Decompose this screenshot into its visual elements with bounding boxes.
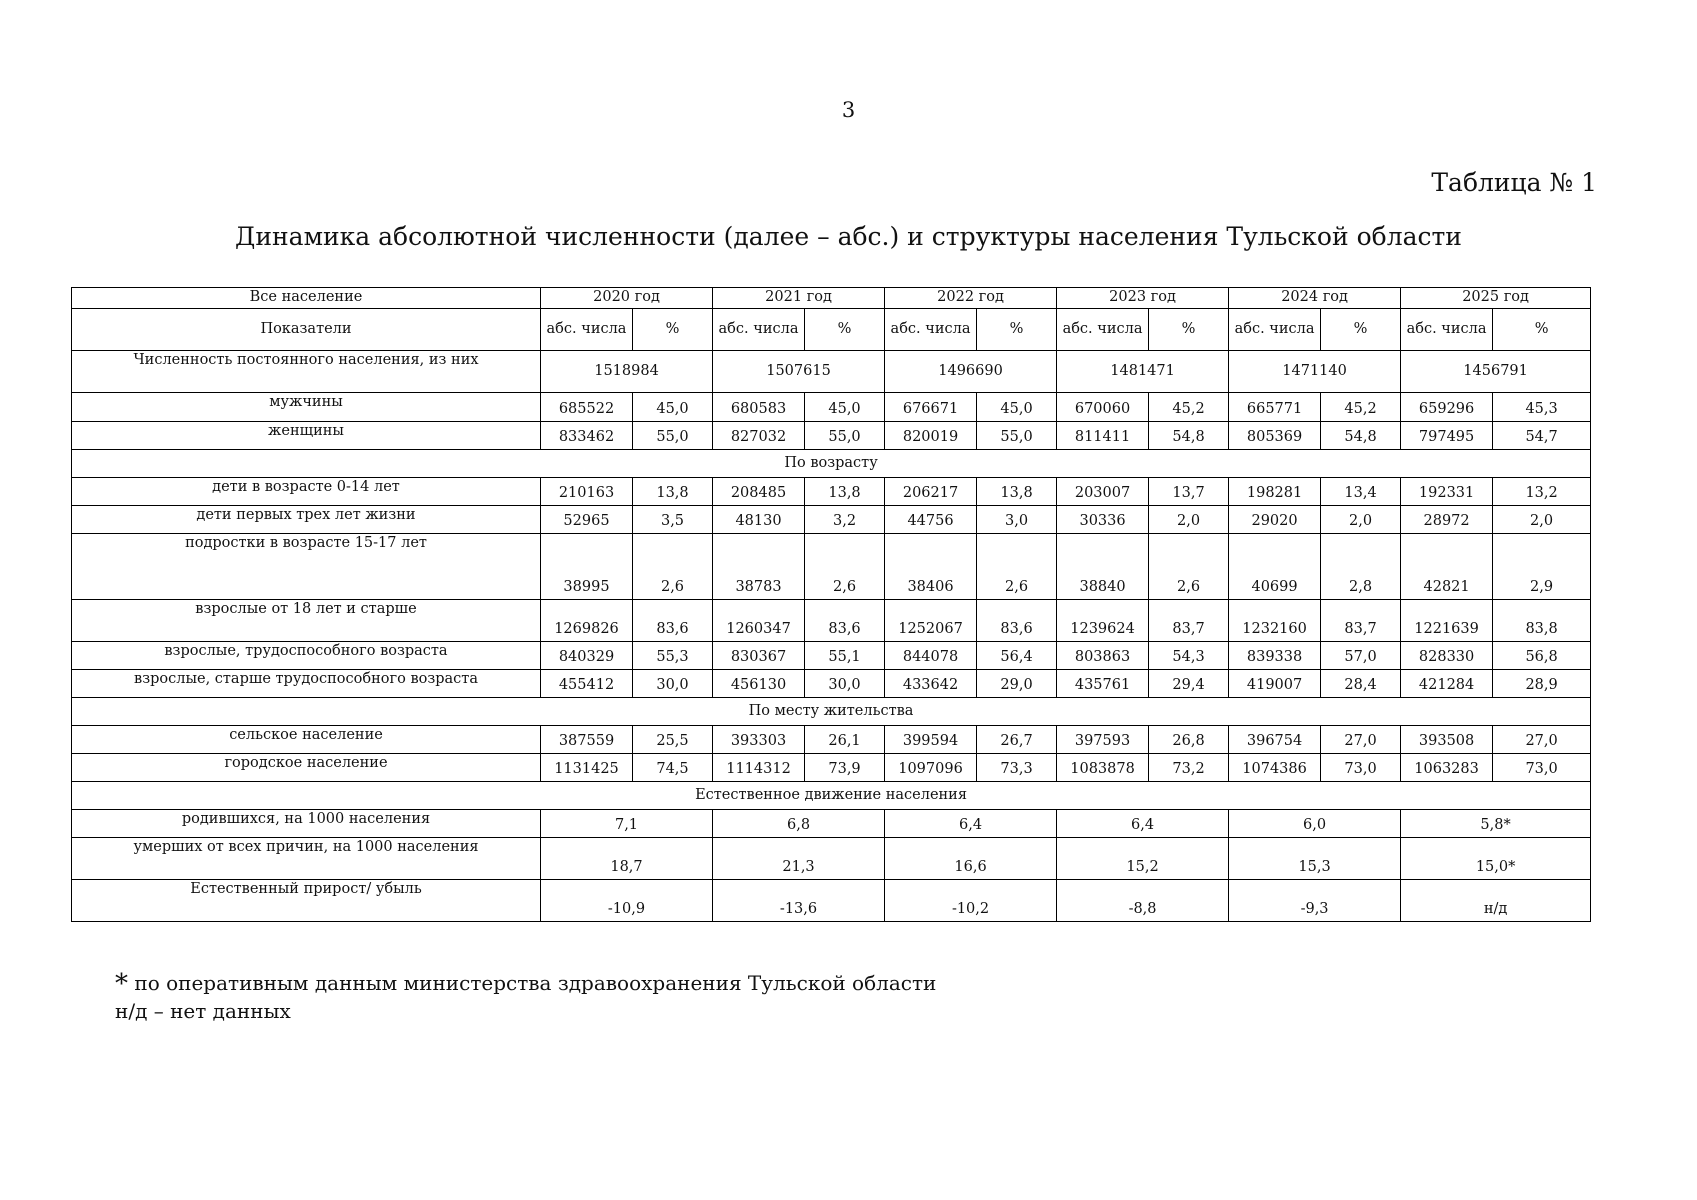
table-row	[72, 726, 1591, 754]
pct-value-cell: 13,2	[1493, 478, 1591, 506]
table-row	[72, 393, 1591, 422]
pct-value-cell: 54,8	[1321, 422, 1401, 450]
rate-value-cell: -13,6	[713, 880, 885, 922]
pct-value-cell: 54,7	[1493, 422, 1591, 450]
abs-value-cell: 1269826	[541, 600, 633, 642]
unit-header-row	[72, 309, 1591, 351]
pct-value-cell: 83,6	[633, 600, 713, 642]
abs-value-cell: 680583	[713, 393, 805, 422]
pct-column-header: %	[977, 309, 1057, 351]
row-label: мужчины	[72, 393, 541, 422]
row-label: подростки в возрасте 15-17 лет	[72, 534, 541, 600]
abs-value-cell: 38783	[713, 534, 805, 600]
pct-value-cell: 83,7	[1321, 600, 1401, 642]
abs-value-cell: 38840	[1057, 534, 1149, 600]
pct-value-cell: 27,0	[1321, 726, 1401, 754]
abs-value-cell: 811411	[1057, 422, 1149, 450]
abs-column-header: абс. числа	[541, 309, 633, 351]
table-row	[72, 351, 1591, 393]
pct-value-cell: 56,4	[977, 642, 1057, 670]
abs-value-cell: 1221639	[1401, 600, 1493, 642]
abs-value-cell: 1063283	[1401, 754, 1493, 782]
pct-value-cell: 3,0	[977, 506, 1057, 534]
pct-value-cell: 73,3	[977, 754, 1057, 782]
total-value-cell: 1456791	[1401, 351, 1591, 393]
abs-value-cell: 387559	[541, 726, 633, 754]
footnotes	[115, 970, 936, 1025]
pct-value-cell: 45,0	[633, 393, 713, 422]
row-label: родившихся, на 1000 населения	[72, 810, 541, 838]
pct-value-cell: 54,3	[1149, 642, 1229, 670]
abs-value-cell: 435761	[1057, 670, 1149, 698]
row-label: умерших от всех причин, на 1000 населения	[72, 838, 541, 880]
abs-value-cell: 1074386	[1229, 754, 1321, 782]
row-label: дети первых трех лет жизни	[72, 506, 541, 534]
abs-value-cell: 28972	[1401, 506, 1493, 534]
abs-value-cell: 421284	[1401, 670, 1493, 698]
table-row	[72, 478, 1591, 506]
abs-value-cell: 419007	[1229, 670, 1321, 698]
total-value-cell: 1518984	[541, 351, 713, 393]
pct-value-cell: 3,2	[805, 506, 885, 534]
abs-value-cell: 38995	[541, 534, 633, 600]
abs-value-cell: 676671	[885, 393, 977, 422]
row-label: Естественный прирост/ убыль	[72, 880, 541, 922]
abs-value-cell: 805369	[1229, 422, 1321, 450]
pct-value-cell: 13,7	[1149, 478, 1229, 506]
pct-value-cell: 29,0	[977, 670, 1057, 698]
abs-value-cell: 52965	[541, 506, 633, 534]
pct-value-cell: 55,3	[633, 642, 713, 670]
pct-value-cell: 55,1	[805, 642, 885, 670]
pct-value-cell: 2,0	[1321, 506, 1401, 534]
pct-value-cell: 73,0	[1321, 754, 1401, 782]
abs-value-cell: 40699	[1229, 534, 1321, 600]
table-row	[72, 600, 1591, 642]
pct-value-cell: 2,6	[1149, 534, 1229, 600]
pct-value-cell: 2,0	[1149, 506, 1229, 534]
abs-value-cell: 1083878	[1057, 754, 1149, 782]
pct-value-cell: 83,6	[977, 600, 1057, 642]
abs-value-cell: 208485	[713, 478, 805, 506]
rate-value-cell: 6,8	[713, 810, 885, 838]
rate-value-cell: -10,2	[885, 880, 1057, 922]
population-table	[71, 287, 1591, 922]
year-header: 2025 год	[1401, 288, 1591, 309]
abs-value-cell: 44756	[885, 506, 977, 534]
abs-value-cell: 827032	[713, 422, 805, 450]
abs-value-cell: 1260347	[713, 600, 805, 642]
pct-value-cell: 25,5	[633, 726, 713, 754]
abs-column-header: абс. числа	[1057, 309, 1149, 351]
abs-value-cell: 203007	[1057, 478, 1149, 506]
rate-value-cell: 21,3	[713, 838, 885, 880]
pct-value-cell: 45,0	[977, 393, 1057, 422]
abs-value-cell: 665771	[1229, 393, 1321, 422]
pct-value-cell: 55,0	[633, 422, 713, 450]
year-header: 2023 год	[1057, 288, 1229, 309]
rate-value-cell: 15,3	[1229, 838, 1401, 880]
abs-value-cell: 30336	[1057, 506, 1149, 534]
pct-value-cell: 2,6	[977, 534, 1057, 600]
section-header: Естественное движение населения	[72, 782, 1591, 810]
abs-column-header: абс. числа	[1229, 309, 1321, 351]
rate-value-cell: 6,0	[1229, 810, 1401, 838]
row-label: сельское население	[72, 726, 541, 754]
abs-column-header: абс. числа	[1401, 309, 1493, 351]
abs-value-cell: 797495	[1401, 422, 1493, 450]
abs-value-cell: 803863	[1057, 642, 1149, 670]
abs-value-cell: 1131425	[541, 754, 633, 782]
pct-value-cell: 2,8	[1321, 534, 1401, 600]
row-label: взрослые от 18 лет и старше	[72, 600, 541, 642]
pct-value-cell: 56,8	[1493, 642, 1591, 670]
pct-value-cell: 55,0	[977, 422, 1057, 450]
rate-value-cell: 5,8*	[1401, 810, 1591, 838]
group-label: Все население	[72, 288, 541, 309]
row-label: женщины	[72, 422, 541, 450]
rate-value-cell: 6,4	[1057, 810, 1229, 838]
pct-value-cell: 2,6	[633, 534, 713, 600]
total-value-cell: 1471140	[1229, 351, 1401, 393]
abs-value-cell: 659296	[1401, 393, 1493, 422]
abs-value-cell: 192331	[1401, 478, 1493, 506]
rate-value-cell: 7,1	[541, 810, 713, 838]
table-row	[72, 534, 1591, 600]
pct-value-cell: 73,0	[1493, 754, 1591, 782]
pct-value-cell: 2,6	[805, 534, 885, 600]
abs-value-cell: 29020	[1229, 506, 1321, 534]
total-value-cell: 1496690	[885, 351, 1057, 393]
pct-value-cell: 83,6	[805, 600, 885, 642]
pct-value-cell: 13,8	[977, 478, 1057, 506]
abs-value-cell: 455412	[541, 670, 633, 698]
table-row	[72, 880, 1591, 922]
pct-value-cell: 26,1	[805, 726, 885, 754]
abs-value-cell: 456130	[713, 670, 805, 698]
document-title: Динамика абсолютной численности (далее – абс.) и структуры населения Тульской области	[235, 222, 1462, 251]
abs-value-cell: 830367	[713, 642, 805, 670]
abs-value-cell: 42821	[1401, 534, 1493, 600]
table-row	[72, 506, 1591, 534]
rate-value-cell: -8,8	[1057, 880, 1229, 922]
section-row	[72, 782, 1591, 810]
table-row	[72, 810, 1591, 838]
abs-value-cell: 833462	[541, 422, 633, 450]
page-number: 3	[841, 98, 856, 122]
pct-column-header: %	[1493, 309, 1591, 351]
abs-value-cell: 206217	[885, 478, 977, 506]
asterisk-mark: *	[115, 969, 128, 999]
pct-value-cell: 54,8	[1149, 422, 1229, 450]
pct-value-cell: 45,0	[805, 393, 885, 422]
abs-value-cell: 399594	[885, 726, 977, 754]
footnote-star	[115, 970, 936, 998]
pct-value-cell: 13,4	[1321, 478, 1401, 506]
year-header: 2020 год	[541, 288, 713, 309]
pct-value-cell: 13,8	[633, 478, 713, 506]
abs-value-cell: 1114312	[713, 754, 805, 782]
abs-value-cell: 433642	[885, 670, 977, 698]
abs-value-cell: 38406	[885, 534, 977, 600]
pct-column-header: %	[1149, 309, 1229, 351]
abs-value-cell: 1097096	[885, 754, 977, 782]
pct-value-cell: 26,8	[1149, 726, 1229, 754]
table-row	[72, 670, 1591, 698]
footnote-star-text: по оперативным данным министерства здравоохранения Тульской области	[134, 971, 937, 995]
pct-value-cell: 13,8	[805, 478, 885, 506]
table-row	[72, 838, 1591, 880]
pct-column-header: %	[805, 309, 885, 351]
pct-value-cell: 73,9	[805, 754, 885, 782]
abs-value-cell: 844078	[885, 642, 977, 670]
table-row	[72, 754, 1591, 782]
abs-value-cell: 839338	[1229, 642, 1321, 670]
rate-value-cell: -10,9	[541, 880, 713, 922]
abs-value-cell: 685522	[541, 393, 633, 422]
abs-value-cell: 393508	[1401, 726, 1493, 754]
year-header-row	[72, 288, 1591, 309]
pct-value-cell: 74,5	[633, 754, 713, 782]
pct-value-cell: 28,4	[1321, 670, 1401, 698]
abs-value-cell: 396754	[1229, 726, 1321, 754]
pct-value-cell: 27,0	[1493, 726, 1591, 754]
section-header: По возрасту	[72, 450, 1591, 478]
indicator-label: Показатели	[72, 309, 541, 351]
pct-value-cell: 2,9	[1493, 534, 1591, 600]
year-header: 2024 год	[1229, 288, 1401, 309]
abs-value-cell: 840329	[541, 642, 633, 670]
pct-column-header: %	[633, 309, 713, 351]
year-header: 2022 год	[885, 288, 1057, 309]
pct-column-header: %	[1321, 309, 1401, 351]
table-row	[72, 642, 1591, 670]
table-body	[72, 351, 1591, 922]
pct-value-cell: 45,2	[1321, 393, 1401, 422]
rate-value-cell: -9,3	[1229, 880, 1401, 922]
abs-value-cell: 397593	[1057, 726, 1149, 754]
abs-column-header: абс. числа	[885, 309, 977, 351]
rate-value-cell: 6,4	[885, 810, 1057, 838]
pct-value-cell: 45,3	[1493, 393, 1591, 422]
abs-value-cell: 820019	[885, 422, 977, 450]
row-label: взрослые, трудоспособного возраста	[72, 642, 541, 670]
pct-value-cell: 57,0	[1321, 642, 1401, 670]
abs-value-cell: 48130	[713, 506, 805, 534]
rate-value-cell: 15,0*	[1401, 838, 1591, 880]
section-row	[72, 450, 1591, 478]
row-label: взрослые, старше трудоспособного возраста	[72, 670, 541, 698]
pct-value-cell: 30,0	[633, 670, 713, 698]
pct-value-cell: 30,0	[805, 670, 885, 698]
abs-value-cell: 828330	[1401, 642, 1493, 670]
table-label: Таблица № 1	[1431, 168, 1597, 197]
pct-value-cell: 2,0	[1493, 506, 1591, 534]
pct-value-cell: 83,8	[1493, 600, 1591, 642]
footnote-nd: н/д – нет данных	[115, 999, 291, 1023]
abs-value-cell: 198281	[1229, 478, 1321, 506]
total-value-cell: 1481471	[1057, 351, 1229, 393]
section-row	[72, 698, 1591, 726]
row-label: городское население	[72, 754, 541, 782]
abs-value-cell: 210163	[541, 478, 633, 506]
abs-value-cell: 670060	[1057, 393, 1149, 422]
pct-value-cell: 55,0	[805, 422, 885, 450]
row-label: дети в возрасте 0-14 лет	[72, 478, 541, 506]
abs-value-cell: 393303	[713, 726, 805, 754]
year-header: 2021 год	[713, 288, 885, 309]
pct-value-cell: 29,4	[1149, 670, 1229, 698]
pct-value-cell: 28,9	[1493, 670, 1591, 698]
pct-value-cell: 26,7	[977, 726, 1057, 754]
table-row	[72, 422, 1591, 450]
abs-value-cell: 1239624	[1057, 600, 1149, 642]
pct-value-cell: 45,2	[1149, 393, 1229, 422]
rate-value-cell: н/д	[1401, 880, 1591, 922]
pct-value-cell: 3,5	[633, 506, 713, 534]
total-value-cell: 1507615	[713, 351, 885, 393]
row-label: Численность постоянного населения, из них	[72, 351, 541, 393]
rate-value-cell: 15,2	[1057, 838, 1229, 880]
abs-value-cell: 1232160	[1229, 600, 1321, 642]
rate-value-cell: 16,6	[885, 838, 1057, 880]
section-header: По месту жительства	[72, 698, 1591, 726]
rate-value-cell: 18,7	[541, 838, 713, 880]
abs-column-header: абс. числа	[713, 309, 805, 351]
abs-value-cell: 1252067	[885, 600, 977, 642]
pct-value-cell: 73,2	[1149, 754, 1229, 782]
pct-value-cell: 83,7	[1149, 600, 1229, 642]
